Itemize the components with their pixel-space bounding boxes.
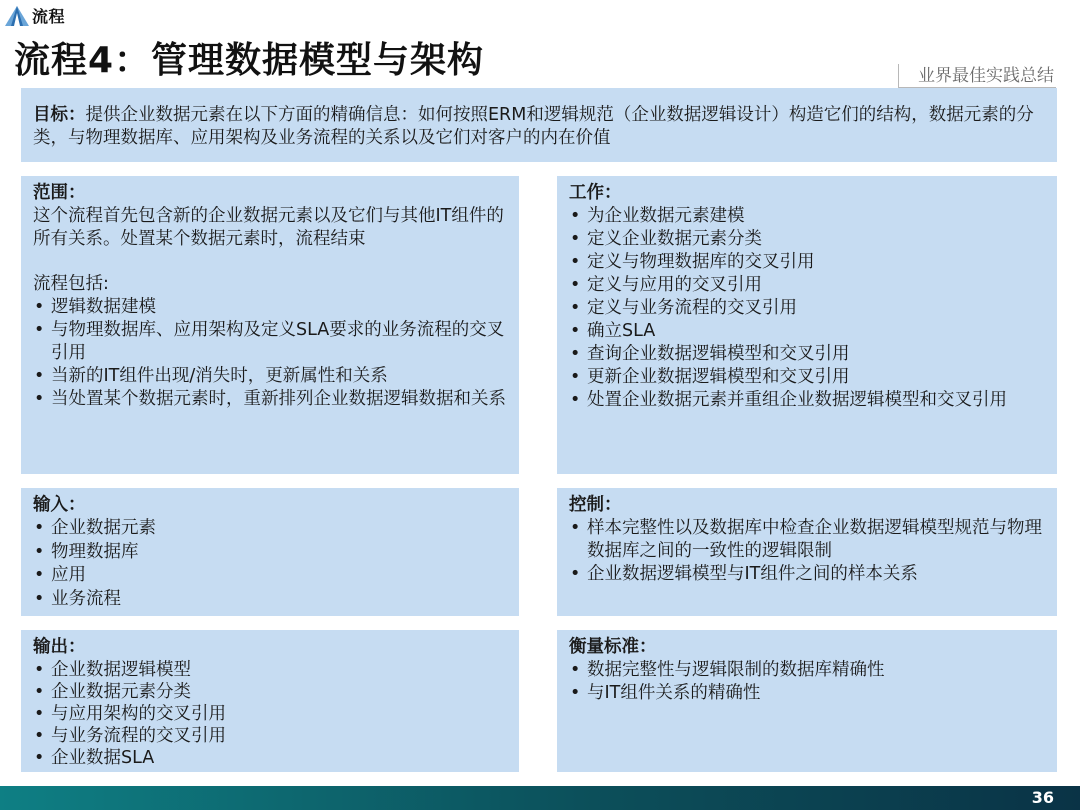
list-item: • 定义与物理数据库的交叉引用 bbox=[569, 251, 1045, 274]
list-item: • 企业数据元素分类 bbox=[33, 681, 507, 703]
control-box bbox=[557, 488, 1057, 616]
output-box bbox=[21, 630, 519, 772]
goal-box bbox=[21, 88, 1057, 162]
measure-label: 衡量标准： bbox=[569, 637, 657, 657]
output-label: 输出： bbox=[33, 637, 86, 657]
input-box bbox=[21, 488, 519, 616]
list-item: • 应用 bbox=[33, 564, 507, 588]
list-item: • 定义企业数据元素分类 bbox=[569, 228, 1045, 251]
footer-bar bbox=[0, 786, 1080, 810]
output-list bbox=[33, 659, 507, 769]
list-item: • 与物理数据库、应用架构及定义SLA要求的业务流程的交叉引用 bbox=[33, 319, 507, 365]
scope-intro: 这个流程首先包含新的企业数据元素以及它们与其他IT组件的所有关系。处置某个数据元素时，流程结束 bbox=[33, 206, 504, 249]
list-item: • 确立SLA bbox=[569, 320, 1045, 343]
list-item: • 为企业数据元素建模 bbox=[569, 205, 1045, 228]
logo bbox=[4, 4, 65, 27]
list-item: • 与业务流程的交叉引用 bbox=[33, 725, 507, 747]
list-item: • 更新企业数据逻辑模型和交叉引用 bbox=[569, 366, 1045, 389]
logo-icon bbox=[4, 5, 30, 27]
list-item: • 业务流程 bbox=[33, 588, 507, 612]
input-label: 输入： bbox=[33, 495, 86, 515]
list-item: • 企业数据SLA bbox=[33, 747, 507, 769]
list-item: • 企业数据逻辑模型与IT组件之间的样本关系 bbox=[569, 563, 1045, 586]
page-title: 流程4：管理数据模型与架构 bbox=[14, 40, 485, 81]
scope-list bbox=[33, 296, 507, 411]
list-item: • 当新的IT组件出现/消失时，更新属性和关系 bbox=[33, 365, 507, 388]
input-list bbox=[33, 517, 507, 611]
control-label: 控制： bbox=[569, 495, 622, 515]
work-list bbox=[569, 205, 1045, 412]
page-number: 36 bbox=[1031, 788, 1054, 807]
goal-text: 提供企业数据元素在以下方面的精确信息：如何按照ERM和逻辑规范（企业数据逻辑设计）构造它们的结构，数据元素的分类，与物理数据库、应用架构及业务流程的关系以及它们对客户的内在价值 bbox=[33, 105, 1034, 148]
list-item: • 定义与业务流程的交叉引用 bbox=[569, 297, 1045, 320]
list-item: • 企业数据元素 bbox=[33, 517, 507, 541]
work-box bbox=[557, 176, 1057, 474]
logo-text: 流程 bbox=[32, 7, 66, 26]
measure-list bbox=[569, 659, 1045, 705]
best-practice-tag: 业界最佳实践总结 bbox=[898, 64, 1056, 88]
list-item: • 当处置某个数据元素时，重新排列企业数据逻辑数据和关系 bbox=[33, 388, 507, 411]
control-list bbox=[569, 517, 1045, 586]
list-item: • 定义与应用的交叉引用 bbox=[569, 274, 1045, 297]
list-item: • 处置企业数据元素并重组企业数据逻辑模型和交叉引用 bbox=[569, 389, 1045, 412]
list-item: • 查询企业数据逻辑模型和交叉引用 bbox=[569, 343, 1045, 366]
list-item: • 与IT组件关系的精确性 bbox=[569, 682, 1045, 705]
goal-label: 目标： bbox=[33, 105, 86, 125]
scope-label: 范围： bbox=[33, 183, 86, 203]
work-label: 工作： bbox=[569, 183, 622, 203]
scope-includes-label: 流程包括: bbox=[33, 274, 109, 294]
list-item: • 与应用架构的交叉引用 bbox=[33, 703, 507, 725]
list-item: • 数据完整性与逻辑限制的数据库精确性 bbox=[569, 659, 1045, 682]
list-item: • 逻辑数据建模 bbox=[33, 296, 507, 319]
scope-box bbox=[21, 176, 519, 474]
list-item: • 企业数据逻辑模型 bbox=[33, 659, 507, 681]
list-item: • 物理数据库 bbox=[33, 541, 507, 565]
measure-box bbox=[557, 630, 1057, 772]
list-item: • 样本完整性以及数据库中检查企业数据逻辑模型规范与物理数据库之间的一致性的逻辑限制 bbox=[569, 517, 1045, 563]
goal-paragraph bbox=[33, 104, 1045, 150]
